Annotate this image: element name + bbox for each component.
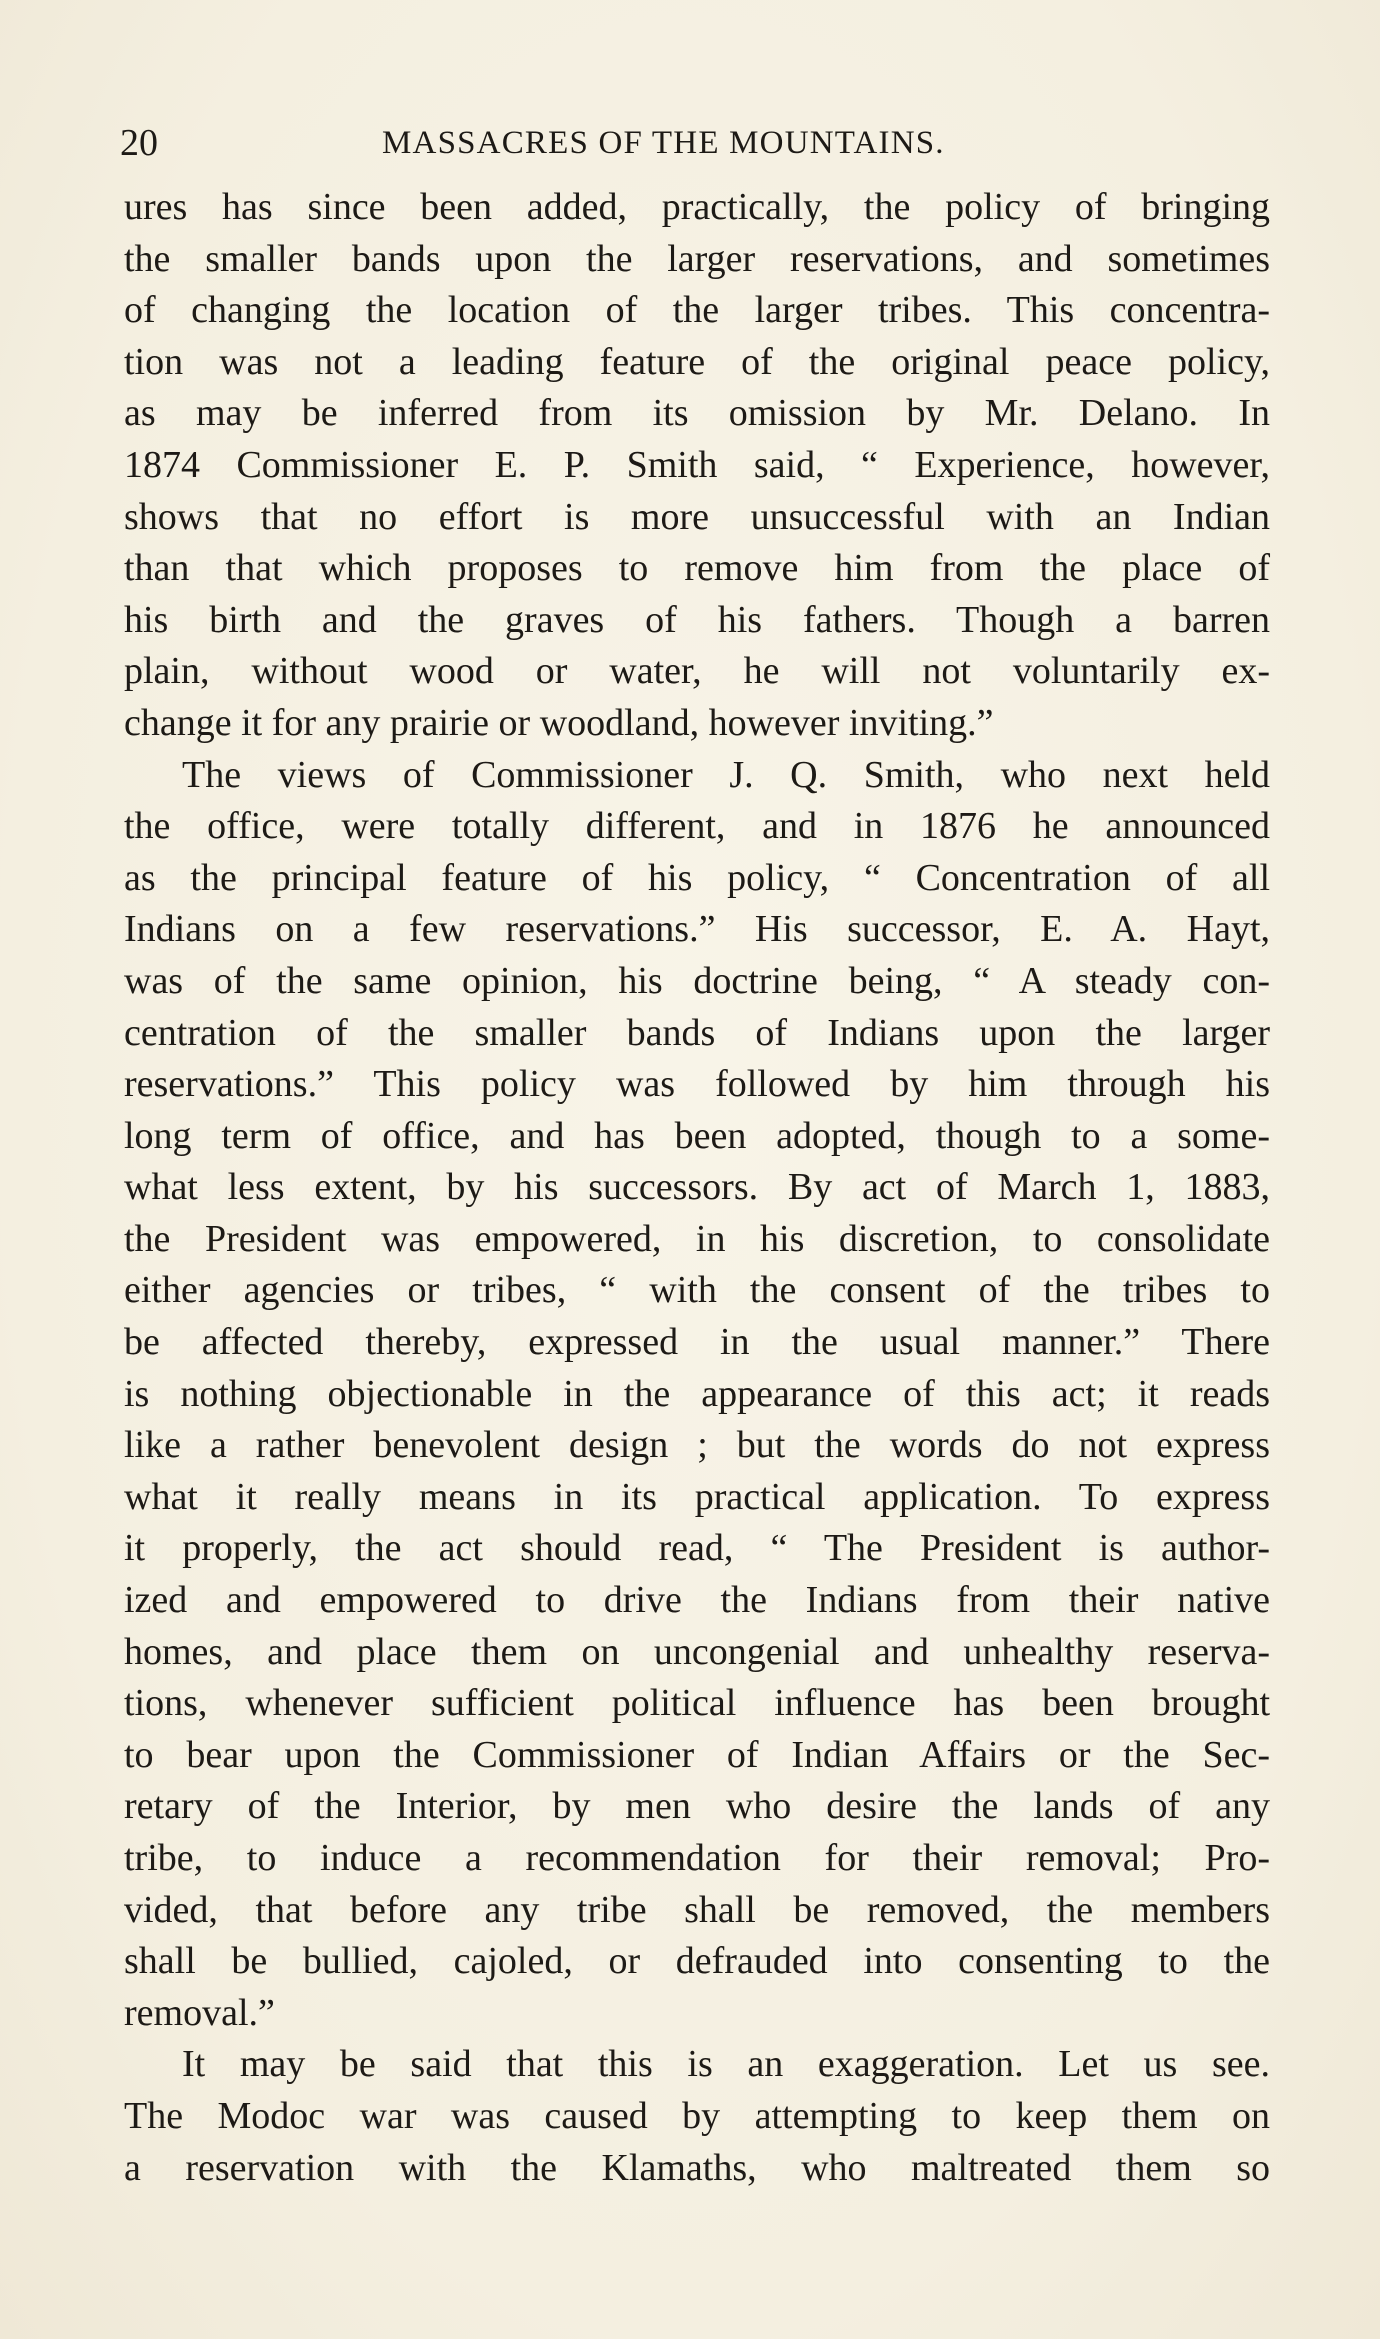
text-line: change it for any prairie or woodland, however inviting.” xyxy=(124,701,994,744)
page-number: 20 xyxy=(120,122,158,164)
body-text xyxy=(124,182,1270,2194)
text-line: plain, without wood or water, he will not voluntarily ex- xyxy=(124,650,1270,693)
text-line: as the principal feature of his policy, “ Concentration of all xyxy=(124,856,1270,899)
text-line: tion was not a leading feature of the original peace policy, xyxy=(124,340,1270,383)
text-line: to bear upon the Commissioner of Indian Affairs or the Sec- xyxy=(124,1733,1270,1776)
text-line: centration of the smaller bands of Indians upon the larger xyxy=(124,1011,1270,1054)
text-line: shows that no effort is more unsuccessful with an Indian xyxy=(124,495,1270,538)
text-line: as may be inferred from its omission by Mr. Delano. In xyxy=(124,392,1270,435)
text-line: what it really means in its practical application. To express xyxy=(124,1475,1270,1518)
running-title: MASSACRES OF THE MOUNTAINS. xyxy=(382,125,945,161)
text-line: the President was empowered, in his discretion, to consolidate xyxy=(124,1217,1270,1260)
text-line: The views of Commissioner J. Q. Smith, who next held xyxy=(182,753,1270,796)
text-line: ures has since been added, practically, the policy of bringing xyxy=(124,186,1270,228)
text-line: It may be said that this is an exaggeration. Let us see. xyxy=(182,2043,1270,2086)
text-line: the office, were totally different, and in 1876 he announced xyxy=(124,805,1270,848)
text-line: 1874 Commissioner E. P. Smith said, “ Experience, however, xyxy=(124,443,1270,486)
running-head xyxy=(120,118,1280,168)
text-line: the smaller bands upon the larger reservations, and sometimes xyxy=(124,237,1270,280)
text-line: The Modoc war was caused by attempting to keep them on xyxy=(124,2094,1270,2137)
text-line: a reservation with the Klamaths, who maltreated them so xyxy=(124,2146,1270,2189)
text-line: ized and empowered to drive the Indians from their native xyxy=(124,1579,1270,1622)
text-line: vided, that before any tribe shall be removed, the members xyxy=(124,1888,1270,1931)
text-line: like a rather benevolent design ; but the words do not express xyxy=(124,1424,1270,1467)
text-line: of changing the location of the larger tribes. This concentra- xyxy=(124,289,1270,332)
text-line: reservations.” This policy was followed by him through his xyxy=(124,1063,1270,1106)
text-line: it properly, the act should read, “ The President is author- xyxy=(124,1527,1270,1570)
text-line: long term of office, and has been adopted, though to a some- xyxy=(124,1114,1270,1157)
text-line: Indians on a few reservations.” His successor, E. A. Hayt, xyxy=(124,908,1270,951)
text-line: removal.” xyxy=(124,1991,275,2034)
text-line: homes, and place them on uncongenial and unhealthy reserva- xyxy=(124,1630,1270,1673)
text-line: retary of the Interior, by men who desire the lands of any xyxy=(124,1785,1270,1828)
text-line: tions, whenever sufficient political influence has been brought xyxy=(124,1682,1270,1725)
text-line: than that which proposes to remove him from the place of xyxy=(124,547,1270,590)
text-line: be affected thereby, expressed in the usual manner.” There xyxy=(124,1321,1270,1364)
text-line: either agencies or tribes, “ with the consent of the tribes to xyxy=(124,1269,1270,1312)
text-line: was of the same opinion, his doctrine being, “ A steady con- xyxy=(124,959,1270,1002)
text-line: his birth and the graves of his fathers. Though a barren xyxy=(124,598,1270,641)
text-line: shall be bullied, cajoled, or defrauded into consenting to the xyxy=(124,1940,1270,1983)
text-line: tribe, to induce a recommendation for their removal; Pro- xyxy=(124,1837,1270,1879)
text-line: what less extent, by his successors. By act of March 1, 1883, xyxy=(124,1166,1270,1209)
text-line: is nothing objectionable in the appearance of this act; it reads xyxy=(124,1372,1270,1415)
